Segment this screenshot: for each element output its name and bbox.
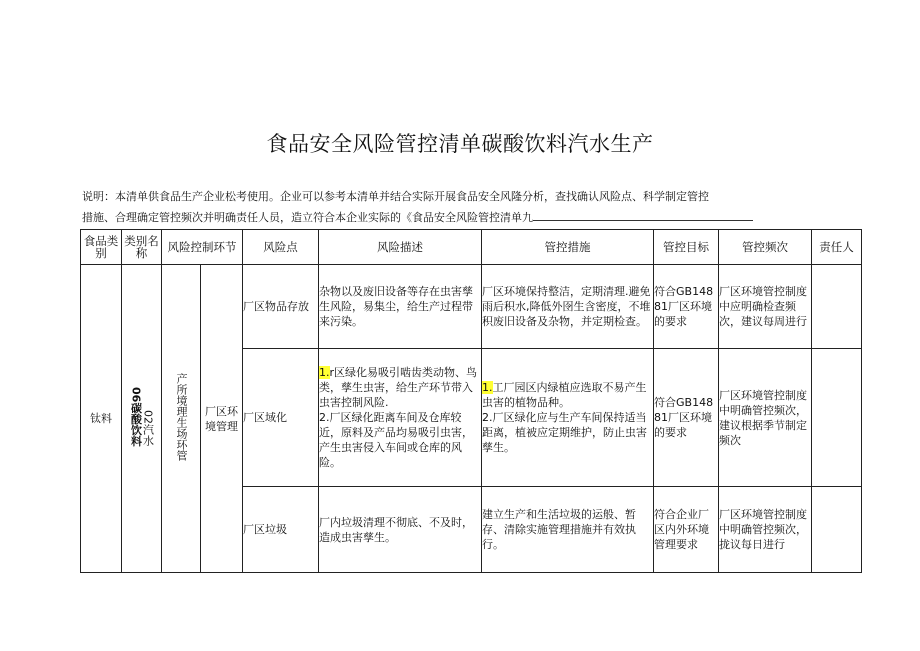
note-text-2: 措施、合理确定管控频次并明确责任人员，造立符合本企业实际的《食品安全风险管控清单九 xyxy=(82,211,533,224)
food-category-text: 钛料 xyxy=(90,412,112,425)
stage-vertical-text: 产所境理生场环管 xyxy=(175,372,188,461)
cell-risk-point: 厂区物品存放 xyxy=(243,265,319,349)
cell-control-target: 符合GB14881厂区环境的要求 xyxy=(654,265,719,349)
header-control-target: 管控目标 xyxy=(654,230,719,265)
cell-stage-vertical xyxy=(162,265,201,573)
note-text-1: 说明：本清单供食品生产企业松考使用。企业可以参考本清单并结合实际开展食品安全风隆分析，查找确认风险点、科学制定管控 xyxy=(82,190,709,203)
page-title: 食品安全风险管控清单碳酸饮料汽水生产 xyxy=(266,132,654,156)
cell-control-target: 符合企业厂区内外环境管理要求 xyxy=(654,487,719,573)
cell-risk-point: 厂区域化 xyxy=(243,349,319,487)
header-risk-point: 风险点 xyxy=(243,230,319,265)
note-line-2 xyxy=(82,210,822,225)
category-name-b: 02汽水 xyxy=(141,410,155,447)
cell-food-category xyxy=(81,265,122,573)
cell-control-frequency: 厂区环境管控制度中应明确检查频次，建议每周进行 xyxy=(719,265,812,349)
header-control-measures: 管控措施 xyxy=(482,230,654,265)
risk-description-text: r区绿化易吸引啮齿类动物、鸟类，孳生虫害，给生产环节带入虫害控制风险. 2.厂区绿化距离车间及仓库较近，原料及产品均易吸引虫害，产生虫害侵入车间或仓库的风险。 xyxy=(319,366,478,469)
category-name-a: 06碳酸饮料 xyxy=(129,386,143,447)
cell-risk-description: 杂物以及废旧设备等存在虫害孳生风险，易集尘，给生产过程带来污染。 xyxy=(319,265,482,349)
cell-control-measures: 建立生产和生活垃圾的运般、暂存、清除实施管理措施并有效执行。 xyxy=(482,487,654,573)
cell-stage-sub xyxy=(201,265,243,573)
cell-category-name xyxy=(122,265,162,573)
stage-sub-text: 厂区环境管理 xyxy=(205,404,238,433)
risk-control-table xyxy=(80,229,862,573)
highlight-marker: 1. xyxy=(482,381,493,394)
cell-control-frequency: 厂区环境管控制度中明确管控频次，建议根据季节制定频次 xyxy=(719,349,812,487)
table-row xyxy=(81,265,862,349)
header-category-name: 类别名称 xyxy=(122,230,162,265)
table-header-row xyxy=(81,230,862,265)
header-control-frequency: 管控频次 xyxy=(719,230,812,265)
cell-control-frequency: 厂区环境管控制度中明确管控频次，拢议每日进行 xyxy=(719,487,812,573)
header-owner: 责任人 xyxy=(812,230,862,265)
cell-control-measures xyxy=(482,349,654,487)
cell-control-target: 符合GB14881厂区环境的要求 xyxy=(654,349,719,487)
header-control-stage: 风险控制环节 xyxy=(162,230,243,265)
cell-risk-description: 厂内垃圾清理不彻底、不及时，造成虫害孳生。 xyxy=(319,487,482,573)
cell-owner xyxy=(812,265,862,349)
header-risk-description: 风险描述 xyxy=(319,230,482,265)
note-line-1 xyxy=(82,190,822,204)
cell-risk-point: 厂区垃圾 xyxy=(243,487,319,573)
control-measures-text: 工厂园区内绿植应选取不易产生虫害的植物品种。 2.厂区绿化应与生产车间保持适当距离，植被应定期维护，防止虫害孳生。 xyxy=(482,381,647,454)
header-food-category: 食品类别 xyxy=(81,230,122,265)
highlight-marker: 1. xyxy=(319,366,330,379)
fill-in-blank xyxy=(533,210,753,221)
cell-owner xyxy=(812,487,862,573)
cell-risk-description xyxy=(319,349,482,487)
cell-control-measures: 厂区环境保持整洁，定期清理.避免雨后积水,降低外囹生含密度，不堆积废旧设备及杂物，并定期检查。 xyxy=(482,265,654,349)
cell-owner xyxy=(812,349,862,487)
